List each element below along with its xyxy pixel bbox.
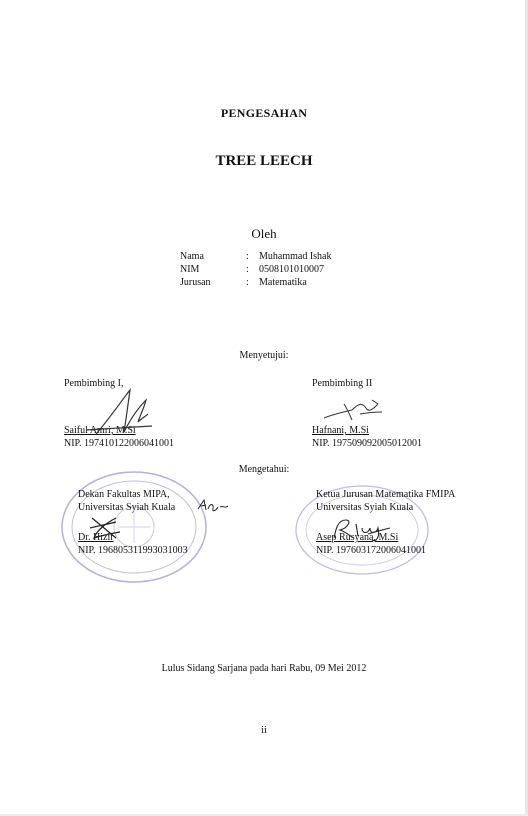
dean-role-line1: Dekan Fakultas MIPA, [78,489,170,500]
author-label: NIM [180,264,200,275]
supervisor-2-signature [322,396,388,424]
supervisor-2-nip: NIP. 197509092005012001 [312,438,423,449]
page-heading: PENGESAHAN [220,106,308,120]
supervisor-2-name: Hafnani, M.Si [312,425,369,436]
document-title: TREE LEECH [215,153,313,169]
dean-name: Dr. Hizir [78,532,114,543]
author-separator: : [246,264,249,275]
department-head-role-line2: Universitas Syiah Kuala [316,502,414,513]
author-separator: : [246,277,249,288]
acknowledgement-heading: Mengetahui: [238,464,290,475]
department-head-role-line1: Ketua Jurusan Matematika FMIPA [316,489,456,500]
by-label: Oleh [251,226,277,241]
department-head-name: Asep Rusyana, M.Si [316,532,399,543]
author-value: 0508101010007 [259,264,324,275]
supervisor-1-nip: NIP. 197410122006041001 [64,438,175,449]
approval-heading: Menyetujui: [239,350,289,361]
supervisor-1-role: Pembimbing I, [64,378,124,389]
department-head-signature [328,516,392,542]
author-value: Matematika [259,277,307,288]
dean-initial-signature [196,497,230,515]
author-label: Jurusan [180,277,211,288]
supervisor-2-role: Pembimbing II [312,378,373,389]
graduation-statement: Lulus Sidang Sarjana pada hari Rabu, 09 Mei 2012 [161,663,367,674]
department-head-nip: NIP. 197603172006041001 [316,545,427,556]
dean-nip: NIP. 196805311993031003 [78,545,188,556]
supervisor-1-signature [82,386,162,438]
author-separator: : [246,251,249,262]
author-value: Muhammad Ishak [259,251,332,262]
author-label: Nama [180,251,204,262]
dean-role-line2: Universitas Syiah Kuala [78,502,176,513]
page-number: ii [261,725,267,736]
supervisor-1-name: Saiful Amri, M.Si [64,425,136,436]
dean-signature [86,514,126,542]
